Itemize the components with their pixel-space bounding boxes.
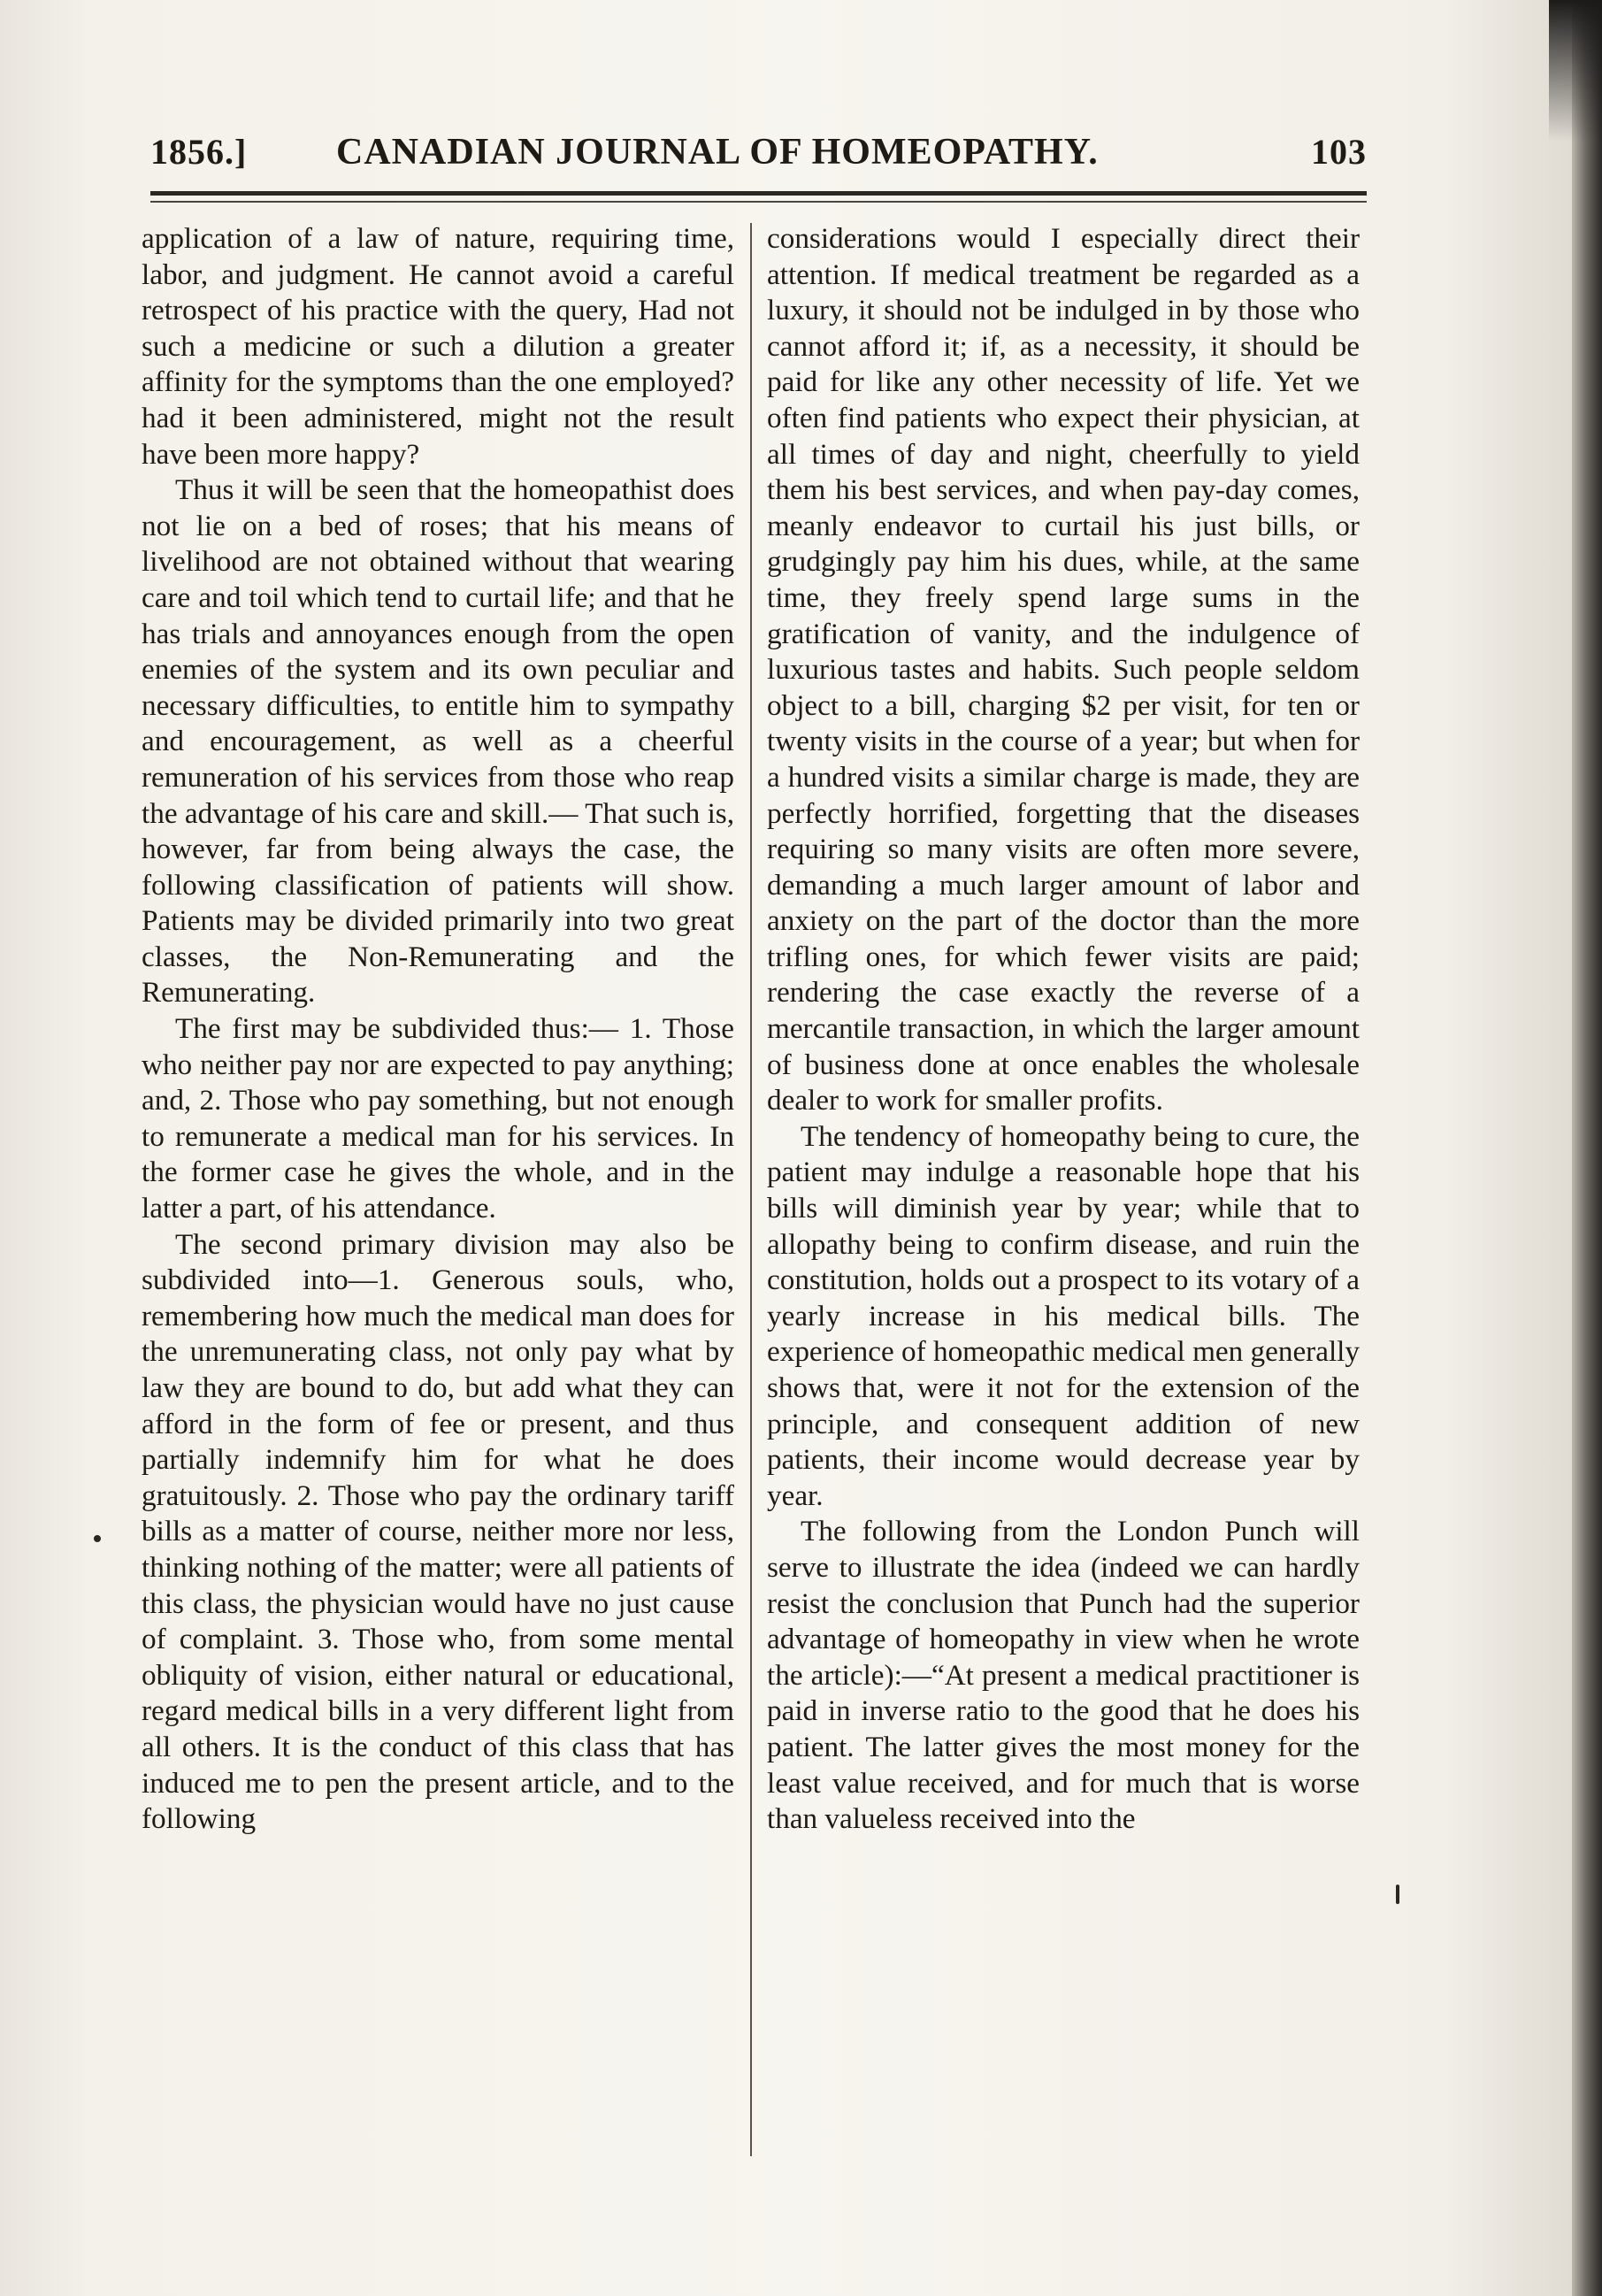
paragraph: Thus it will be seen that the homeopathist does not lie on a bed of roses; that his means of livelihood are not obtained without that wearing care and toil which tend to curtail life; and that he has trials and annoyances enough from the open enemies of the system and its own peculiar and necessary difficulties, to entitle him to sympathy and encouragement, as well as a cheerful remuneration of his services from those who reap the advantage of his care and skill.— That such is, however, far from being always the case, the following classification of patients will show. Patients may be divided primarily into two great classes, the Non-Remunerating and the Remunerating. — [142, 473, 734, 1010]
page-number: 103 — [1311, 132, 1367, 172]
page-edge-shadow — [1572, 0, 1602, 2296]
paragraph: application of a law of nature, requiring time, labor, and judgment. He cannot avoid a careful retrospect of his practice with the query, Had not such a medicine or such a dilution a greater affinity for the symptoms than the one employed? had it been administered, might not the result have been more happy? — [142, 222, 734, 471]
paragraph: The first may be subdivided thus:— 1. Those who neither pay nor are expected to pay anything; and, 2. Those who pay something, but not enough to remunerate a medical man for his services. In the former case he gives the whole, and in the latter a part, of his attendance. — [142, 1012, 734, 1225]
margin-speck — [1396, 1885, 1399, 1904]
left-column — [142, 221, 734, 2159]
running-header — [150, 131, 1367, 184]
margin-speck — [94, 1535, 101, 1542]
column-divider — [750, 223, 752, 2156]
journal-title: CANADIAN JOURNAL OF HOMEOPATHY. — [336, 132, 1099, 173]
header-year: 1856.] — [150, 132, 248, 172]
header-rule-thick — [150, 191, 1367, 196]
right-column — [767, 221, 1360, 2159]
paragraph: The following from the London Punch will serve to illustrate the idea (indeed we can hardly resist the conclusion that Punch had the superior advantage of homeopathy in view when he wrote the article):—“At present a medical practitioner is paid in inverse ratio to the good that he does his patient. The latter gives the most money for the least value received, and for much that is worse than valueless received into the — [767, 1515, 1360, 1836]
header-rule-thin — [150, 201, 1367, 203]
paragraph: The tendency of homeopathy being to cure, the patient may indulge a reasonable hope that his bills will diminish year by year; while that to allopathy being to confirm disease, and ruin the constitution, holds out a prospect to its votary of a yearly increase in his medical bills. The experience of homeopathic medical men generally shows that, were it not for the extension of the principle, and consequent addition of new patients, their income would decrease year by year. — [767, 1119, 1360, 1512]
page-corner-shadow — [1549, 0, 1602, 142]
paragraph: considerations would I especially direct their attention. If medical treatment be regarded as a luxury, it should not be indulged in by those who cannot afford it; if, as a necessity, it should be paid for like any other necessity of life. Yet we often find patients who expect their physician, at all times of day and night, cheerfully to yield them his best services, and when pay-day comes, meanly endeavor to curtail his just bills, or grudgingly pay him his dues, while, at the same time, they freely spend large sums in the gratification of vanity, and the indulgence of luxurious tastes and habits. Such people seldom object to a bill, charging $2 per visit, for ten or twenty visits in the course of a year; but when for a hundred visits a similar charge is made, they are perfectly horrified, forgetting that the diseases requiring so many visits are often more severe, demanding a much larger amount of labor and anxiety on the part of the doctor than the more trifling ones, for which fewer visits are paid; rendering the case exactly the reverse of a mercantile transaction, in which the larger amount of business done at once enables the wholesale dealer to work for smaller profits. — [767, 222, 1360, 1117]
paragraph: The second primary division may also be subdivided into—1. Generous souls, who, remembering how much the medical man does for the unremunerating class, not only pay what by law they are bound to do, but add what they can afford in the form of fee or present, and thus partially indemnify him for what he does gratuitously. 2. Those who pay the ordinary tariff bills as a matter of course, neither more nor less, thinking nothing of the matter; were all patients of this class, the physician would have no just cause of complaint. 3. Those who, from some mental obliquity of vision, either natural or educational, regard medical bills in a very different light from all others. It is the conduct of this class that has induced me to pen the present article, and to the following — [142, 1227, 734, 1836]
